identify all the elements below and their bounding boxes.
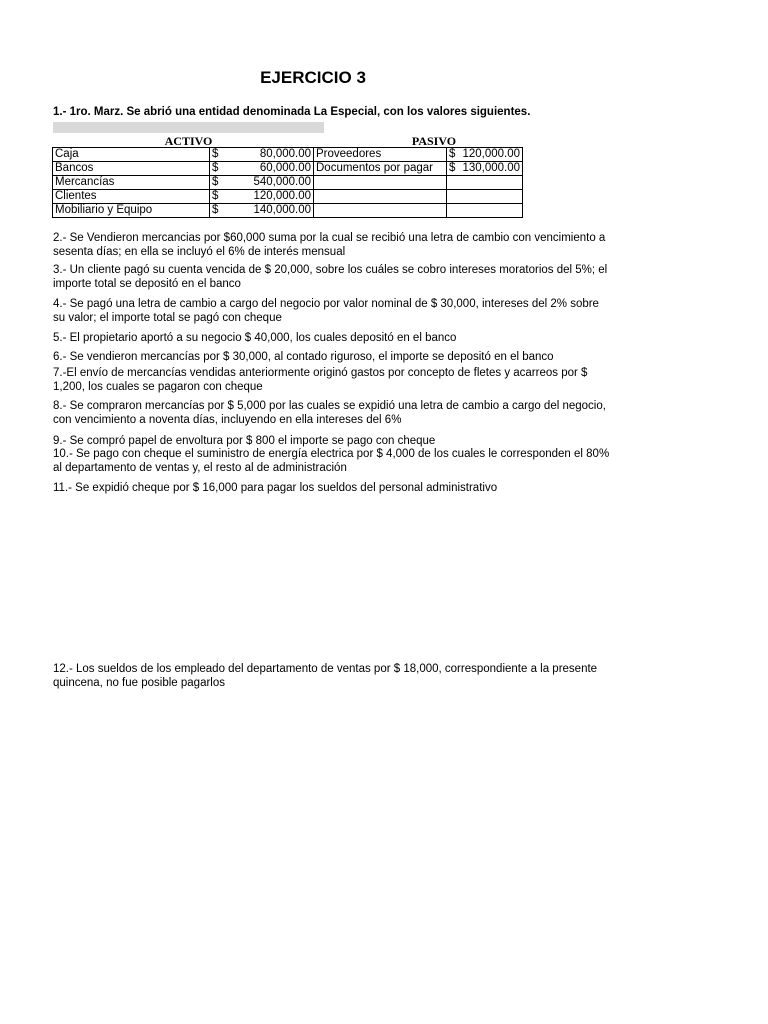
empty-cell bbox=[447, 204, 523, 218]
table-row bbox=[53, 176, 523, 190]
activo-name: Mobiliario y Equipo bbox=[53, 204, 210, 218]
activo-amount: 120,000.00 bbox=[253, 190, 311, 202]
empty-cell bbox=[314, 176, 447, 190]
currency-symbol: $ bbox=[212, 204, 219, 216]
activo-name: Mercancías bbox=[53, 176, 210, 190]
empty-cell bbox=[314, 204, 447, 218]
empty-cell bbox=[447, 176, 523, 190]
empty-cell bbox=[314, 190, 447, 204]
exercise-item-2: 2.- Se Vendieron mercancias por $60,000 suma por la cual se recibió una letra de cambio con vencimiento a sesenta días; en ella se incluyó el 6% de interés mensual bbox=[53, 232, 606, 258]
currency-symbol: $ bbox=[212, 176, 219, 188]
exercise-item-5: 5.- El propietario aportó a su negocio $ 40,000, los cuales depositó en el banco bbox=[53, 332, 457, 344]
table-row bbox=[53, 204, 523, 218]
currency-symbol: $ bbox=[449, 162, 456, 174]
currency-symbol: $ bbox=[212, 190, 219, 202]
pasivo-header: PASIVO bbox=[411, 134, 457, 148]
activo-amount: 80,000.00 bbox=[259, 148, 311, 160]
table-row bbox=[53, 148, 523, 162]
exercise-item-6: 6.- Se vendieron mercancías por $ 30,000, al contado riguroso, el importe se depositó en el banco bbox=[53, 351, 554, 363]
activo-name: Caja bbox=[53, 148, 210, 162]
table-row bbox=[53, 190, 523, 204]
exercise-item-11: 11.- Se expidió cheque por $ 16,000 para pagar los sueldos del personal administrativo bbox=[53, 482, 498, 494]
page-title: EJERCICIO 3 bbox=[260, 68, 366, 87]
empty-cell bbox=[447, 190, 523, 204]
exercise-item-7: 7.-El envío de mercancías vendidas anteriormente originó gastos por concepto de fletes y acarreos por $ 1,200, los cuales se pagaron con cheque bbox=[53, 367, 588, 393]
currency-symbol: $ bbox=[449, 148, 456, 160]
currency-symbol: $ bbox=[212, 148, 219, 160]
balance-table bbox=[52, 147, 523, 218]
exercise-item-3: 3.- Un cliente pagó su cuenta vencida de $ 20,000, sobre los cuáles se cobro intereses moratorios del 5%; el importe total se depositó en el banco bbox=[53, 264, 608, 290]
exercise-item-10: 10.- Se pago con cheque el suministro de energía electrica por $ 4,000 de los cuales le corresponden el 80% al departamento de ventas y, el resto al de administración bbox=[53, 448, 610, 474]
highlight-band bbox=[53, 122, 324, 133]
activo-header: ACTIVO bbox=[164, 134, 213, 148]
exercise-item-4: 4.- Se pagó una letra de cambio a cargo del negocio por valor nominal de $ 30,000, intereses del 2% sobre su valor; el importe total se pagó con cheque bbox=[53, 298, 599, 324]
exercise-item-9: 9.- Se compró papel de envoltura por $ 800 el importe se pago con cheque bbox=[53, 435, 436, 447]
activo-amount: 60,000.00 bbox=[259, 162, 311, 174]
exercise-item-8: 8.- Se compraron mercancías por $ 5,000 por las cuales se expidió una letra de cambio a cargo del negocio, con vencimiento a noventa días, incluyendo en ella intereses del 6% bbox=[53, 400, 606, 426]
intro-text: 1.- 1ro. Marz. Se abrió una entidad denominada La Especial, con los valores siguientes. bbox=[53, 106, 531, 118]
activo-amount: 540,000.00 bbox=[253, 176, 311, 188]
activo-name: Clientes bbox=[53, 190, 210, 204]
exercise-item-12: 12.- Los sueldos de los empleado del departamento de ventas por $ 18,000, correspondiente a la presente quincena, no fue posible pagarlos bbox=[53, 663, 598, 689]
activo-name: Bancos bbox=[53, 162, 210, 176]
pasivo-amount: 130,000.00 bbox=[462, 162, 520, 174]
table-row bbox=[53, 162, 523, 176]
pasivo-amount: 120,000.00 bbox=[462, 148, 520, 160]
currency-symbol: $ bbox=[212, 162, 219, 174]
pasivo-name: Proveedores bbox=[314, 148, 447, 162]
pasivo-name: Documentos por pagar bbox=[314, 162, 447, 176]
activo-amount: 140,000.00 bbox=[253, 204, 311, 216]
